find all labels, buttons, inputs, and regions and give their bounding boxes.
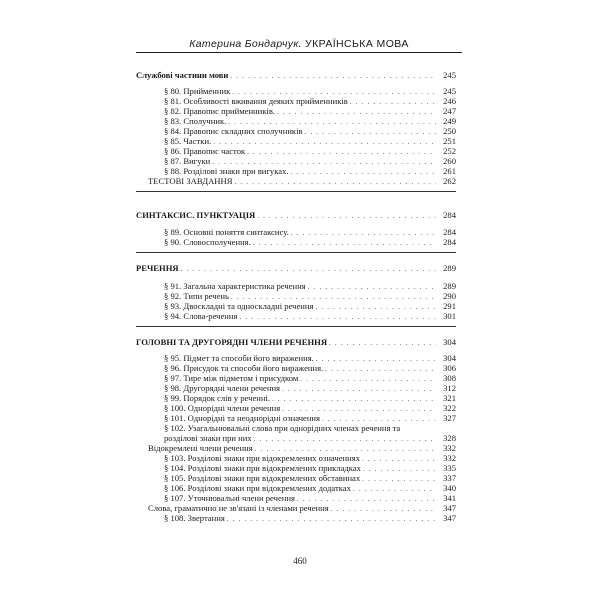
section-divider — [136, 252, 456, 253]
toc-entry: § 83. Сполучник. . . . 249 — [136, 116, 456, 126]
toc-entry: Відокремлені члени речення . . . 332 — [136, 443, 456, 453]
toc-entry: § 92. Типи речень . . . 290 — [136, 291, 456, 301]
toc-entry: § 86. Правопис часток . . . 252 — [136, 146, 456, 156]
toc-entry: § 81. Особливості вживання деяких прийменників . . . 246 — [136, 96, 456, 106]
toc-entry: § 84. Правопис складних сполучників . . . 250 — [136, 126, 456, 136]
toc-entry: § 90. Словосполучення. . . . 284 — [136, 237, 456, 247]
header-rule — [136, 52, 462, 53]
toc-section-heading: Службові частини мови . . . 245 — [136, 70, 456, 80]
toc-entry: § 85. Частки. . . . 251 — [136, 136, 456, 146]
toc-entry: § 87. Вигуки . . . 260 — [136, 156, 456, 166]
toc-section-heading: ГОЛОВНІ ТА ДРУГОРЯДНІ ЧЛЕНИ РЕЧЕННЯ . . . 304 — [136, 337, 456, 347]
toc-entry: § 98. Другорядні члени речення . . . 312 — [136, 383, 456, 393]
toc-entry-line1: § 102. Узагальнювальні слова при однорідних членах речення та — [164, 423, 401, 433]
toc-section-heading: СИНТАКСИС. ПУНКТУАЦІЯ . . . 284 — [136, 210, 456, 220]
toc-entry: § 93. Двоскладні та односкладні речення . . . 291 — [136, 301, 456, 311]
section-divider — [136, 191, 456, 192]
toc-entry: § 97. Тире між підметом і присудком . . . 308 — [136, 373, 456, 383]
toc-entry: § 105. Розділові знаки при відокремлених обставинах . . . 337 — [136, 473, 456, 483]
toc-entry: § 80. Прийменник . . . 245 — [136, 86, 456, 96]
toc-section-heading: РЕЧЕННЯ . . . 289 — [136, 263, 456, 273]
toc-entry: § 101. Однорідні та неоднорідні означення . . . 327 — [136, 413, 456, 423]
toc-entry: § 108. Звертання . . . 347 — [136, 513, 456, 523]
page-number: 460 — [293, 556, 307, 566]
toc-entry: § 95. Підмет та способи його вираження. . . . 304 — [136, 353, 456, 363]
running-header — [136, 38, 462, 50]
toc-entry: § 106. Розділові знаки при відокремлених додатках . . . 340 — [136, 483, 456, 493]
toc-entry: § 104. Розділові знаки при відокремлених прикладках . . . 335 — [136, 463, 456, 473]
toc-entry: Слова, граматично не зв'язані із членами речення . . . 347 — [136, 503, 456, 513]
toc-entry: § 107. Уточнювальні члени речення . . . 341 — [136, 493, 456, 503]
toc-entry: § 100. Однорідні члени речення . . . 322 — [136, 403, 456, 413]
toc-entry: § 103. Розділові знаки при відокремлених означеннях . . . 332 — [136, 453, 456, 463]
toc-entry: § 89. Основні поняття синтаксису. . . . 284 — [136, 227, 456, 237]
toc-entry: § 88. Розділові знаки при вигуках. . . . 261 — [136, 166, 456, 176]
header-book-title: УКРАЇНСЬКА МОВА — [305, 38, 409, 50]
section-divider — [136, 326, 456, 327]
toc-entry: § 91. Загальна характеристика речення . . . 289 — [136, 281, 456, 291]
toc-entry: § 99. Порядок слів у реченні. . . . 321 — [136, 393, 456, 403]
toc-entry-line2: розділові знаки при них . . . 328 — [136, 433, 456, 443]
toc-entry: § 94. Слова-речення . . . 301 — [136, 311, 456, 321]
header-author: Катерина Бондарчук. — [189, 38, 302, 50]
toc-entry: ТЕСТОВІ ЗАВДАННЯ . . . 262 — [136, 176, 456, 186]
toc-entry: § 96. Присудок та способи його вираження. . . . 306 — [136, 363, 456, 373]
toc-entry: § 82. Правопис прийменників. . . . 247 — [136, 106, 456, 116]
